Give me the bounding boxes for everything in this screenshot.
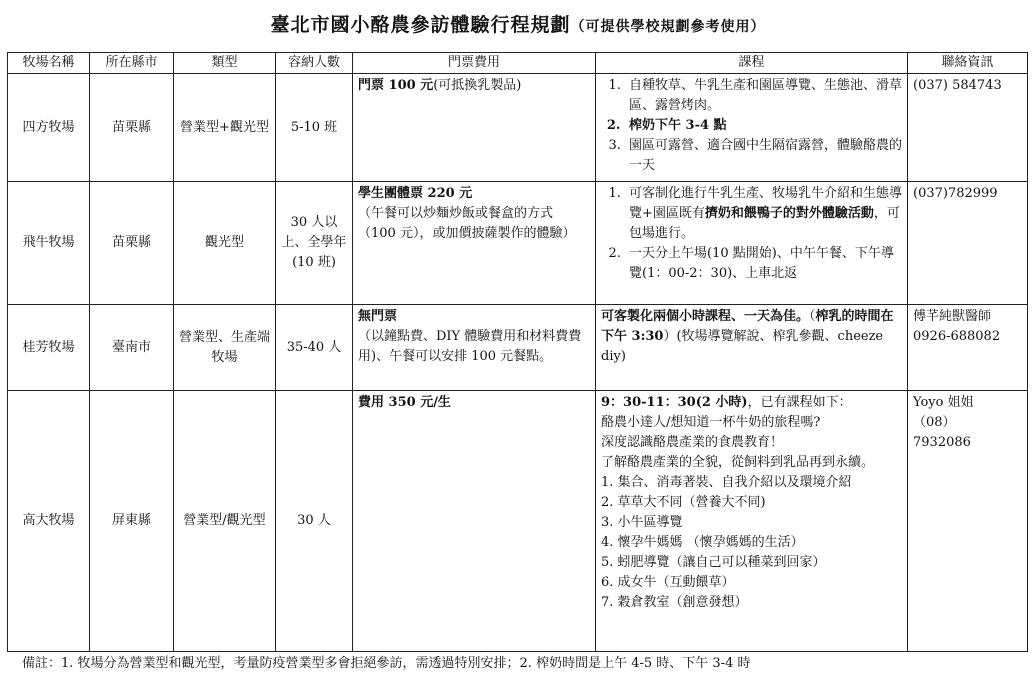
farm-name: 四方牧場: [8, 74, 90, 182]
course-line: 深度認識酪農產業的食農教育！: [601, 435, 784, 450]
farm-course: [596, 182, 908, 305]
farm-course: [596, 391, 908, 652]
farm-itinerary-table: [7, 52, 1028, 652]
course-list: [601, 184, 902, 284]
contact-phone: (037)782999: [913, 186, 998, 201]
table-row: [8, 305, 1028, 391]
farm-fee: [353, 182, 596, 305]
farm-name: 桂芳牧場: [8, 305, 90, 391]
fee-bold: 費用 350 元/生: [358, 395, 451, 410]
farm-contact: [908, 74, 1028, 182]
table-row: [8, 391, 1028, 652]
course-highlight: 可客製化兩個小時課程、一天為佳。: [601, 309, 810, 324]
course-item: [625, 184, 902, 244]
farm-name: 高大牧場: [8, 391, 90, 652]
course-line: 1. 集合、消毒著裝、自我介紹以及環境介紹: [601, 475, 852, 490]
farm-county: 臺南市: [90, 305, 174, 391]
farm-name: 飛牛牧場: [8, 182, 90, 305]
fee-detail: （午餐可以炒麵炒飯或餐盒的方式（100 元），或加價披薩製作的體驗）: [358, 206, 576, 241]
farm-county: 苗栗縣: [90, 74, 174, 182]
course-line: 6. 成女牛（互動餵草）: [601, 575, 735, 590]
fee-bold: 學生團體票 220 元: [358, 186, 473, 201]
fee-bold: 門票 100 元: [358, 78, 434, 93]
course-line: 2. 草草大不同（營養大不同): [601, 495, 766, 510]
farm-type: 營業型、生產端牧場: [174, 305, 276, 391]
course-item: 1. 自種牧草、牛乳生產和園區導覽、生態池、滑草區、露營烤肉。: [625, 76, 902, 116]
document-title: [0, 10, 1036, 37]
course-line: 5. 蚓肥導覽（讓自己可以種菜到回家）: [601, 555, 826, 570]
farm-capacity: 35-40 人: [276, 305, 353, 391]
farm-county: 苗栗縣: [90, 182, 174, 305]
table-row: [8, 74, 1028, 182]
farm-contact: [908, 391, 1028, 652]
header-course: 課程: [596, 53, 908, 74]
contact-person: 傅芊純獸醫師: [913, 309, 992, 324]
farm-fee: [353, 305, 596, 391]
course-text: ）(牧場導覽解說、榨乳參觀、cheeze diy): [601, 329, 884, 364]
farm-contact: [908, 305, 1028, 391]
farm-fee: [353, 74, 596, 182]
title-text: 臺北市國小酪農參訪體驗行程規劃: [270, 14, 571, 36]
course-item: 2. 一天分上午場(10 點開始)、中午午餐、下午導覽(1：00-2：30)、上車北返: [625, 244, 902, 284]
header-farm-name: 牧場名稱: [8, 53, 90, 74]
farm-county: 屏東縣: [90, 391, 174, 652]
header-capacity: 容納人數: [276, 53, 353, 74]
course-text: ，可包場進行。: [629, 206, 900, 241]
course-highlight: 擠奶和餵鴨子的對外體驗活動: [704, 206, 874, 221]
header-county: 所在縣市: [90, 53, 174, 74]
farm-course: [596, 74, 908, 182]
fee-detail: (可抵換乳製品): [433, 78, 522, 93]
fee-detail: （以鐘點費、DIY 體驗費用和材料費費用)、午餐可以安排 100 元餐點。: [358, 329, 582, 364]
footnote: 備註：1. 牧場分為營業型和觀光型，考量防疫營業型多會拒絕參訪，需透過特別安排；2. 榨奶時間是上午 4-5 時、下午 3-4 時: [22, 656, 751, 671]
course-text: （: [809, 309, 816, 324]
contact-phone: 7932086: [913, 435, 971, 450]
title-subtitle: （可提供學校規劃參考使用）: [570, 19, 766, 35]
course-line: 了解酪農產業的全貌，從飼料到乳品再到永續。: [601, 455, 875, 470]
table-row: [8, 182, 1028, 305]
header-row: [8, 53, 1028, 74]
header-contact: 聯絡資訊: [908, 53, 1028, 74]
course-item: 2. 榨奶下午 3-4 點: [625, 116, 902, 136]
course-line: 酪農小達人/想知道一杯牛奶的旅程嗎?: [601, 415, 821, 430]
course-text: 可客制化進行牛乳生產、牧場乳牛介紹和生態導覽+園區既有: [629, 186, 903, 221]
course-line: 3. 小牛區導覽: [601, 515, 683, 530]
fee-bold: 無門票: [358, 309, 398, 324]
course-text: ，已有課程如下：: [747, 395, 852, 410]
course-line: 4. 懷孕牛媽媽 （懷孕媽媽的生活）: [601, 535, 804, 550]
course-list: [601, 76, 902, 176]
farm-capacity: 5-10 班: [276, 74, 353, 182]
contact-person: Yoyo 姐姐: [913, 395, 974, 410]
farm-type: 營業型/觀光型: [174, 391, 276, 652]
header-type: 類型: [174, 53, 276, 74]
farm-fee: [353, 391, 596, 652]
contact-phone: (037) 584743: [913, 78, 1002, 93]
header-fee: 門票費用: [353, 53, 596, 74]
course-item: 3. 園區可露營、適合國中生隔宿露營，體驗酪農的一天: [625, 136, 902, 176]
farm-contact: [908, 182, 1028, 305]
farm-course: [596, 305, 908, 391]
course-intro: [601, 393, 902, 413]
contact-area-code: （08）: [913, 415, 956, 430]
course-highlight: 9：30-11：30(2 小時): [601, 395, 748, 410]
farm-type: 營業型+觀光型: [174, 74, 276, 182]
farm-capacity: 30 人: [276, 391, 353, 652]
farm-type: 觀光型: [174, 182, 276, 305]
farm-capacity: 30 人以上、全學年(10 班): [276, 182, 353, 305]
contact-phone: 0926-688082: [913, 329, 1001, 344]
course-highlight: 榨乳的時間在下午 3:30: [601, 309, 894, 344]
course-line: 7. 穀倉教室（創意發想）: [601, 595, 748, 610]
